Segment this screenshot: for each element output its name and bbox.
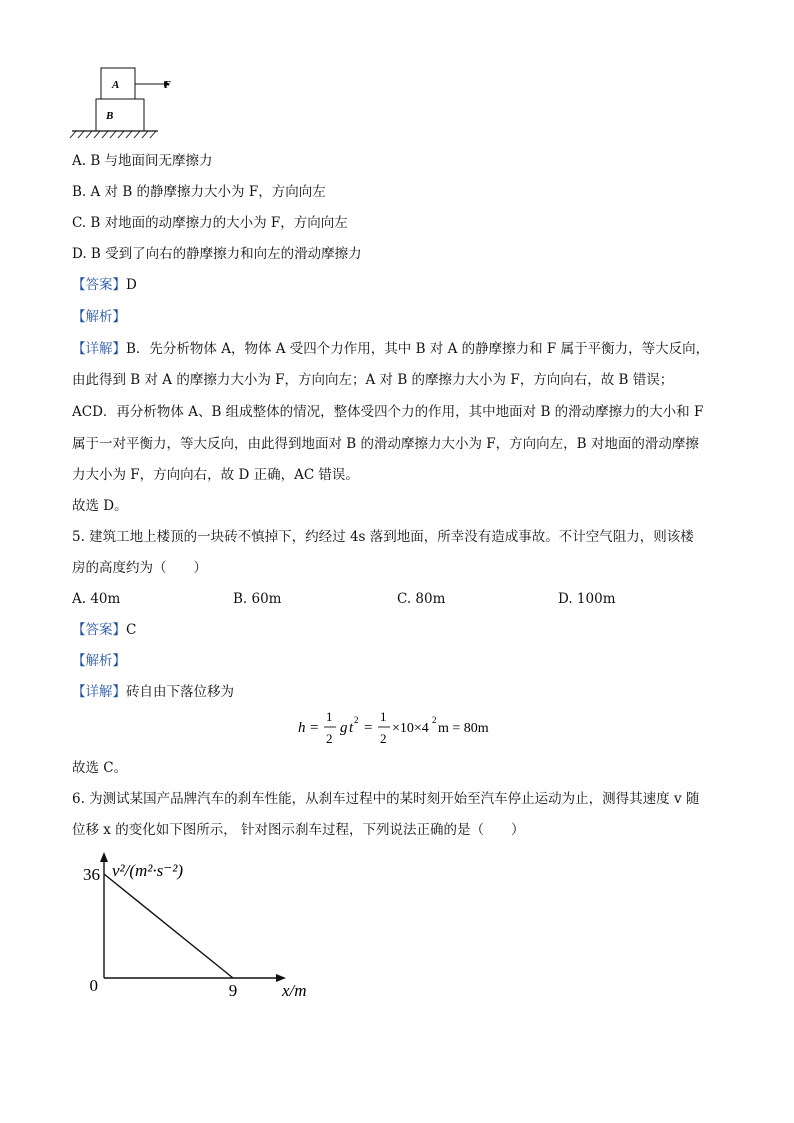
svg-text:2: 2 [432, 715, 437, 725]
q4-option-d: D. B 受到了向右的静摩擦力和向左的滑动摩擦力 [72, 246, 362, 262]
q6-stem-1: 6. 为测试某国产品牌汽车的刹车性能，从刹车过程中的某时刻开始至汽车停止运动为止，测得其速度 v 随 [72, 791, 700, 807]
q5-stem-1: 5. 建筑工地上楼顶的一块砖不慎掉下，约经过 4s 落到地面，所幸没有造成事故。不计空气阻力，则该楼 [72, 529, 694, 545]
detail-tag: 【详解】 [72, 341, 126, 357]
svg-text:2: 2 [380, 731, 387, 746]
analysis-tag: 【解析】 [72, 309, 126, 325]
q4-detail-1: 【详解】B．先分析物体 A，物体 A 受四个力作用，其中 B 对 A 的静摩擦力和 F 属于平衡力，等大反向， [72, 341, 710, 357]
svg-text:×10×4: ×10×4 [392, 721, 429, 736]
q4-option-c: C. B 对地面的动摩擦力的大小为 F，方向向左 [72, 215, 348, 231]
q5-stem-2: 房的高度约为（ ） [72, 560, 207, 576]
q4-detail-2: 由此得到 B 对 A 的摩擦力大小为 F，方向向左；A 对 B 的摩擦力大小为 F，方向向右，故 B 错误； [72, 372, 674, 388]
y-axis-label: v²/(m²·s⁻²) [112, 861, 183, 880]
q4-option-b: B. A 对 B 的静摩擦力大小为 F，方向向左 [72, 184, 326, 200]
data-line [104, 874, 233, 978]
svg-text:=: = [310, 720, 319, 736]
q5-answer: 【答案】C [72, 622, 137, 638]
svg-text:h: h [298, 720, 306, 736]
q4-conclusion: 故选 D。 [72, 498, 128, 514]
answer-value: D [126, 277, 137, 293]
q4-analysis [72, 308, 126, 326]
svg-text:m = 80m: m = 80m [438, 721, 489, 736]
label-a: A [112, 79, 120, 91]
svg-text:t: t [349, 720, 354, 736]
ground-hatch [70, 131, 156, 138]
origin-label: 0 [89, 976, 98, 995]
q4-detail-3: ACD．再分析物体 A、B 组成整体的情况，整体受四个力的作用，其中地面对 B 的滑动摩擦力的大小和 F [72, 404, 704, 420]
q4-option-a: A. B 与地面间无摩擦力 [72, 153, 213, 169]
free-fall-formula [296, 706, 506, 750]
block-diagram [68, 62, 188, 140]
q5-detail: 【详解】砖自由下落位移为 [72, 684, 234, 700]
q5-option-b: B. 60m [233, 591, 282, 607]
svg-text:g: g [340, 720, 348, 736]
y-tick-label: 36 [83, 865, 100, 884]
q5-option-d: D. 100m [558, 591, 616, 607]
q5-option-a: A. 40m [72, 591, 121, 607]
x-axis-label: x/m [282, 981, 307, 1000]
q4-answer [72, 276, 137, 294]
q4-detail-5: 力大小为 F，方向向右，故 D 正确，AC 错误。 [72, 467, 359, 483]
x-tick-label: 9 [228, 981, 238, 1000]
svg-text:2: 2 [326, 731, 333, 746]
label-f: F [164, 80, 171, 91]
block-b [96, 99, 144, 131]
svg-text:1: 1 [326, 709, 333, 724]
svg-text:1: 1 [380, 709, 387, 724]
answer-tag: 【答案】 [72, 277, 126, 293]
svg-text:=: = [364, 720, 373, 736]
label-b: B [106, 110, 114, 122]
q5-option-c: C. 80m [397, 591, 446, 607]
svg-text:2: 2 [354, 715, 359, 725]
q6-stem-2: 位移 x 的变化如下图所示， 针对图示刹车过程，下列说法正确的是（ ） [72, 822, 525, 838]
q5-conclusion: 故选 C。 [72, 760, 128, 776]
v2-x-chart [70, 848, 340, 1008]
q5-analysis: 【解析】 [72, 653, 126, 669]
q4-detail-4: 属于一对平衡力，等大反向，由此得到地面对 B 的滑动摩擦力大小为 F，方向向左，B 对地面的滑动摩擦 [72, 436, 699, 452]
